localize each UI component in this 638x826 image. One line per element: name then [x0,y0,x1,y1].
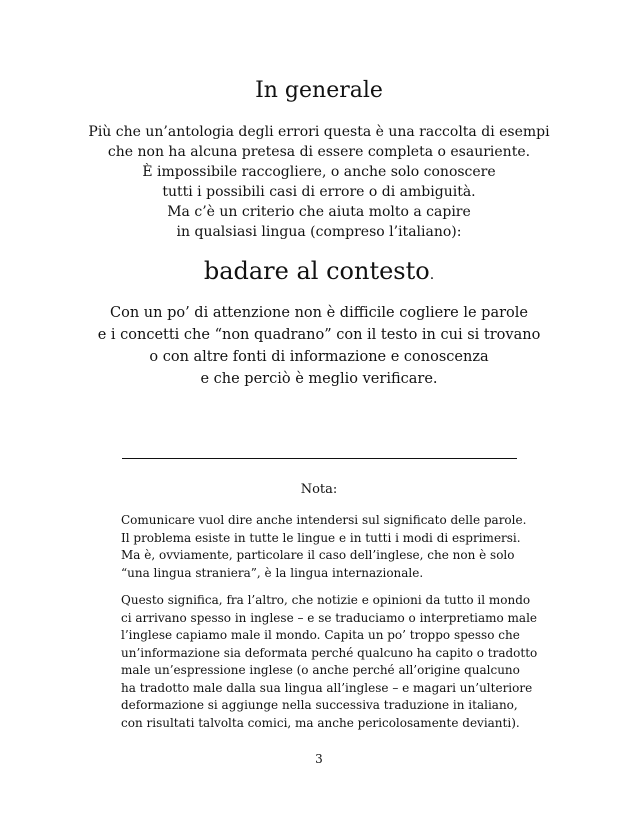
note-line: Il problema esiste in tutte le lingue e in tutti i modi di esprimersi. [121,530,521,545]
intro-line: È impossibile raccogliere, o anche solo conoscere [142,164,496,180]
follow-up-line: e i concetti che “non quadrano” con il testo in cui si trovano [97,327,541,343]
note-line: Comunicare vuol dire anche intendersi sul significato delle parole. [121,513,527,527]
intro-line: tutti i possibili casi di errore o di ambiguità. [162,184,476,200]
note-line: un’informazione sia deformata perché qualcuno ha capito o tradotto [121,645,538,660]
note-line: deformazione si aggiunge nella successiva traduzione in italiano, [121,698,518,712]
note-line: “una lingua straniera”, è la lingua internazionale. [121,565,424,580]
note-line: male un’espressione inglese (o anche perché all’origine qualcuno [121,663,520,677]
note-line: ci arrivano spesso in inglese – e se traduciamo o interpretiamo male [121,610,538,625]
emphasis-text: badare al contesto [203,257,430,285]
horizontal-divider [122,458,517,459]
follow-up-line: e che perciò è meglio verificare. [200,371,438,387]
intro-line: in qualsiasi lingua (compreso l’italiano): [176,224,462,240]
note-line: con risultati talvolta comici, ma anche pericolosamente devianti). [121,715,520,730]
intro-line: che non ha alcuna pretesa di essere completa o esauriente. [107,144,531,160]
note-paragraph-2 [121,592,537,732]
intro-line: Ma c’è un criterio che aiuta molto a capire [167,204,471,220]
emphasis-statement [0,256,638,290]
intro-paragraph [0,122,638,242]
intro-line: Più che un’antologia degli errori questa è una raccolta di esempi [88,124,550,140]
note-line: l’inglese capiamo male il mondo. Capita un po’ troppo spesso che [121,628,520,642]
note-paragraph-1 [121,512,526,582]
note-line: Questo significa, fra l’altro, che notizie e opinioni da tutto il mondo [121,593,531,607]
follow-up-line: o con altre fonti di informazione e conoscenza [149,349,489,365]
page-number: 3 [315,752,323,766]
note-title: Nota: [300,482,338,497]
follow-up-paragraph [0,302,638,390]
emphasis-punct: . [429,267,435,283]
section-heading: In generale [255,78,383,103]
follow-up-line: Con un po’ di attenzione non è difficile cogliere le parole [110,305,528,321]
note-line: Ma è, ovviamente, particolare il caso dell’inglese, che non è solo [121,548,515,562]
note-line: ha tradotto male dalla sua lingua all’inglese – e magari un’ulteriore [121,680,533,695]
